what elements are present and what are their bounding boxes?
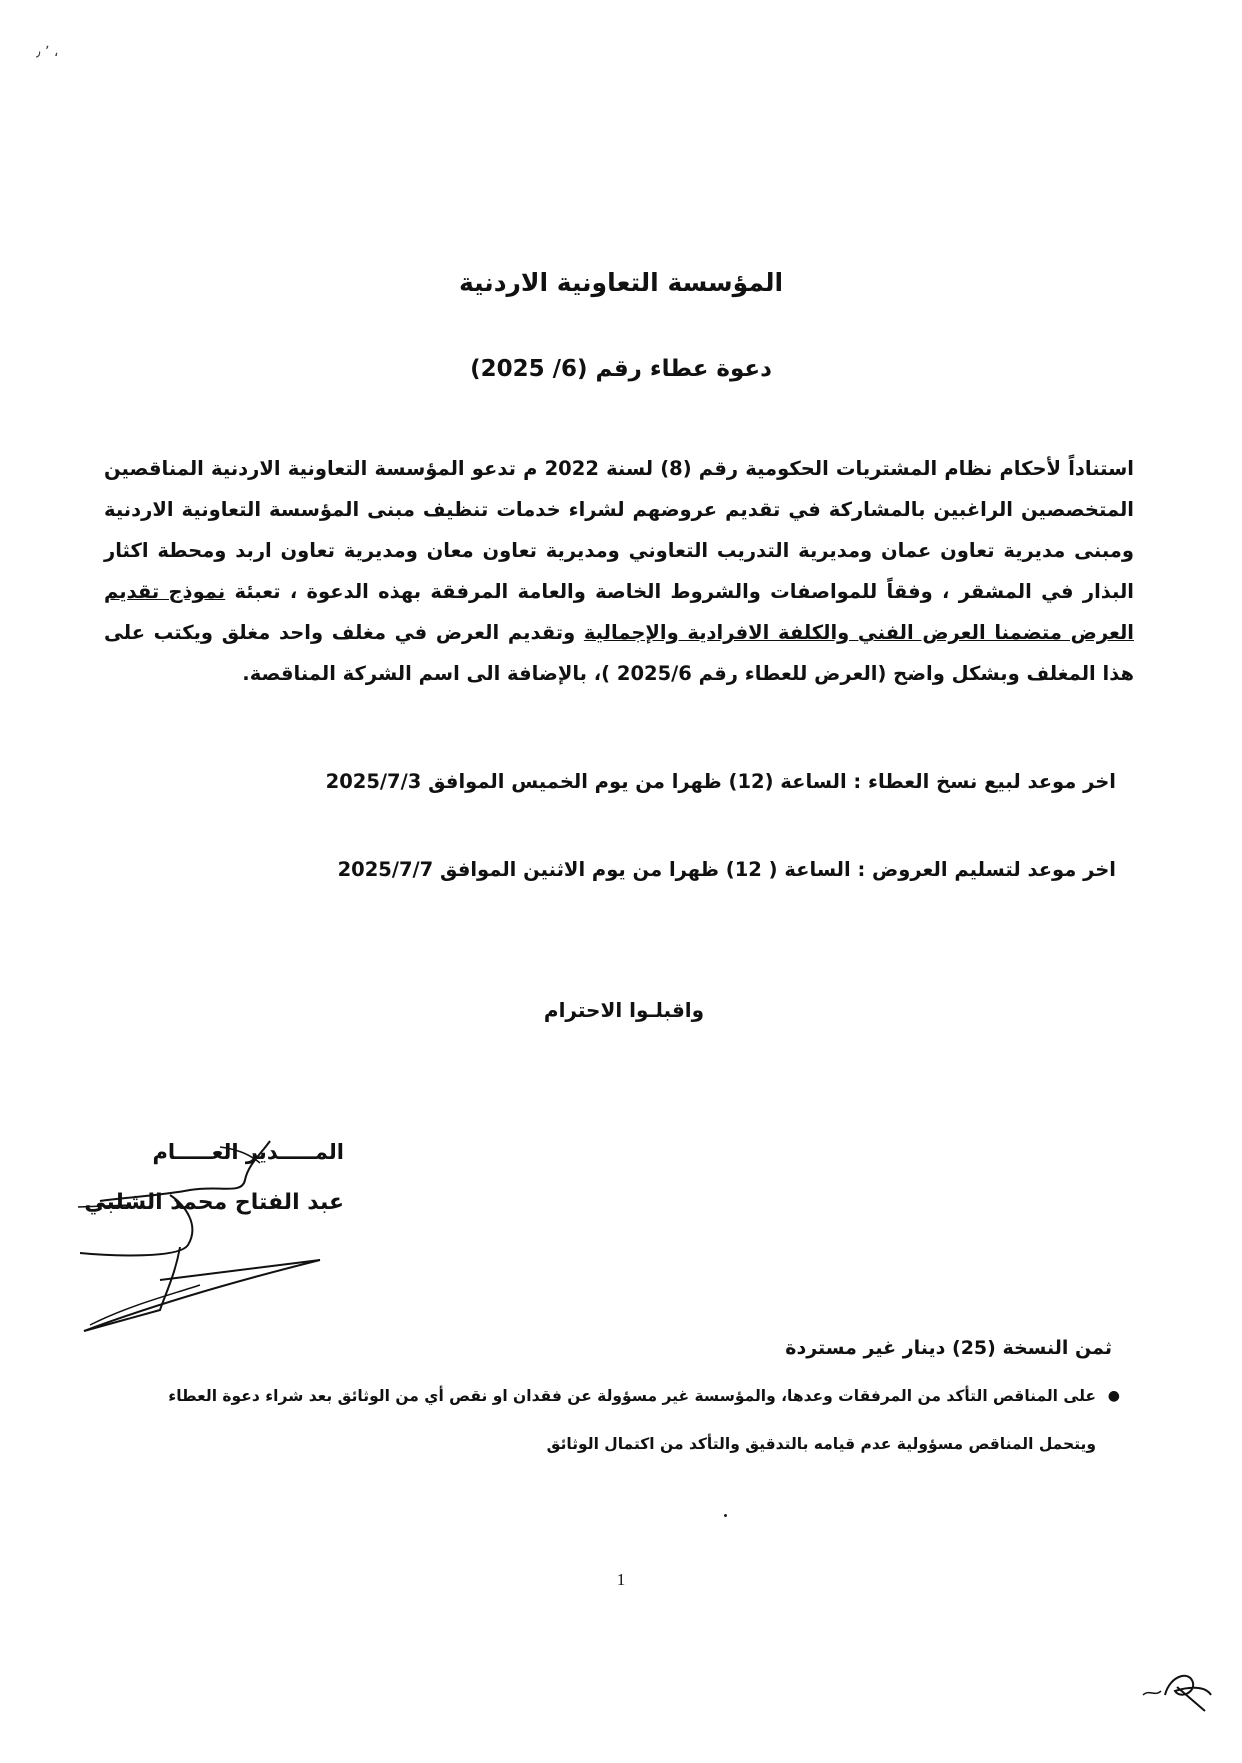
signatory-name: عبد الفتاح محمد الشلبي: [84, 1190, 344, 1215]
deadline-copies-sale: اخر موعد لبيع نسخ العطاء : الساعة (12) ظهرا من يوم الخميس الموافق 2025/7/3: [325, 770, 1116, 793]
copy-price: ثمن النسخة (25) دينار غير مستردة: [785, 1337, 1112, 1359]
note-line-1: على المناقص التأكد من المرفقات وعدها، والمؤسسة غير مسؤولة عن فقدان او نقص أي من الوثائق بعد شراء دعوة العطاء: [168, 1387, 1096, 1405]
bullet-icon: ●: [1107, 1388, 1120, 1404]
scan-corner-marks: ٬ ٫ ،: [36, 44, 59, 60]
notes-list: [116, 1372, 1120, 1468]
note-line-2: ويتحمل المناقص مسؤولية عدم قيامه بالتدقيق والتأكد من اكتمال الوثائق: [546, 1435, 1096, 1453]
deadline-offers-delivery: اخر موعد لتسليم العروض : الساعة ( 12) ظهرا من يوم الاثنين الموافق 2025/7/7: [337, 858, 1116, 881]
organization-title: المؤسسة التعاونية الاردنية: [458, 268, 784, 297]
handwritten-signature: [70, 1135, 350, 1335]
closing-greeting: [0, 998, 1242, 1022]
note-item: [116, 1372, 1120, 1468]
paragraph-text-part-1: استناداً لأحكام نظام المشتريات الحكومية رقم (8) لسنة 2022 م تدعو المؤسسة التعاونية الاردنية المناقصين المتخصصين الراغبين بالمشاركة في تقديم عروضهم لشراء خدمات تنظيف مبنى المؤسسة التعاونية الاردنية ومبنى مديرية تعاون عمان ومديرية التدريب التعاوني ومديرية تعاون معان ومديرية تعاون اربد ومحطة اكثار البذار في المشقر ، وفقاً للمواصفات والشروط الخاصة والعامة المرفقة بهذه الدعوة ، تعبئة: [104, 457, 1134, 603]
paragraph-underlined-text: نموذج تقديم العرض متضمنا العرض الفني والكلفة الافرادية والإجمالية: [104, 580, 1134, 644]
closing-text: واقبلـوا الاحترام: [543, 998, 705, 1022]
scan-dot: [724, 1514, 727, 1517]
main-paragraph: [104, 448, 1134, 694]
invitation-title: دعوة عطاء رقم (6/ 2025): [470, 356, 772, 382]
paragraph-text-part-2: وتقديم العرض في مغلف واحد مغلق ويكتب على هذا المغلف وبشكل واضح (العرض للعطاء رقم 2025/6 )، بالإضافة الى اسم الشركة المناقصة.: [104, 621, 1134, 685]
handwritten-initials: [1135, 1665, 1215, 1715]
signatory-title: المـــــدير العـــــام: [152, 1140, 344, 1164]
page-number: 1: [616, 1570, 626, 1589]
